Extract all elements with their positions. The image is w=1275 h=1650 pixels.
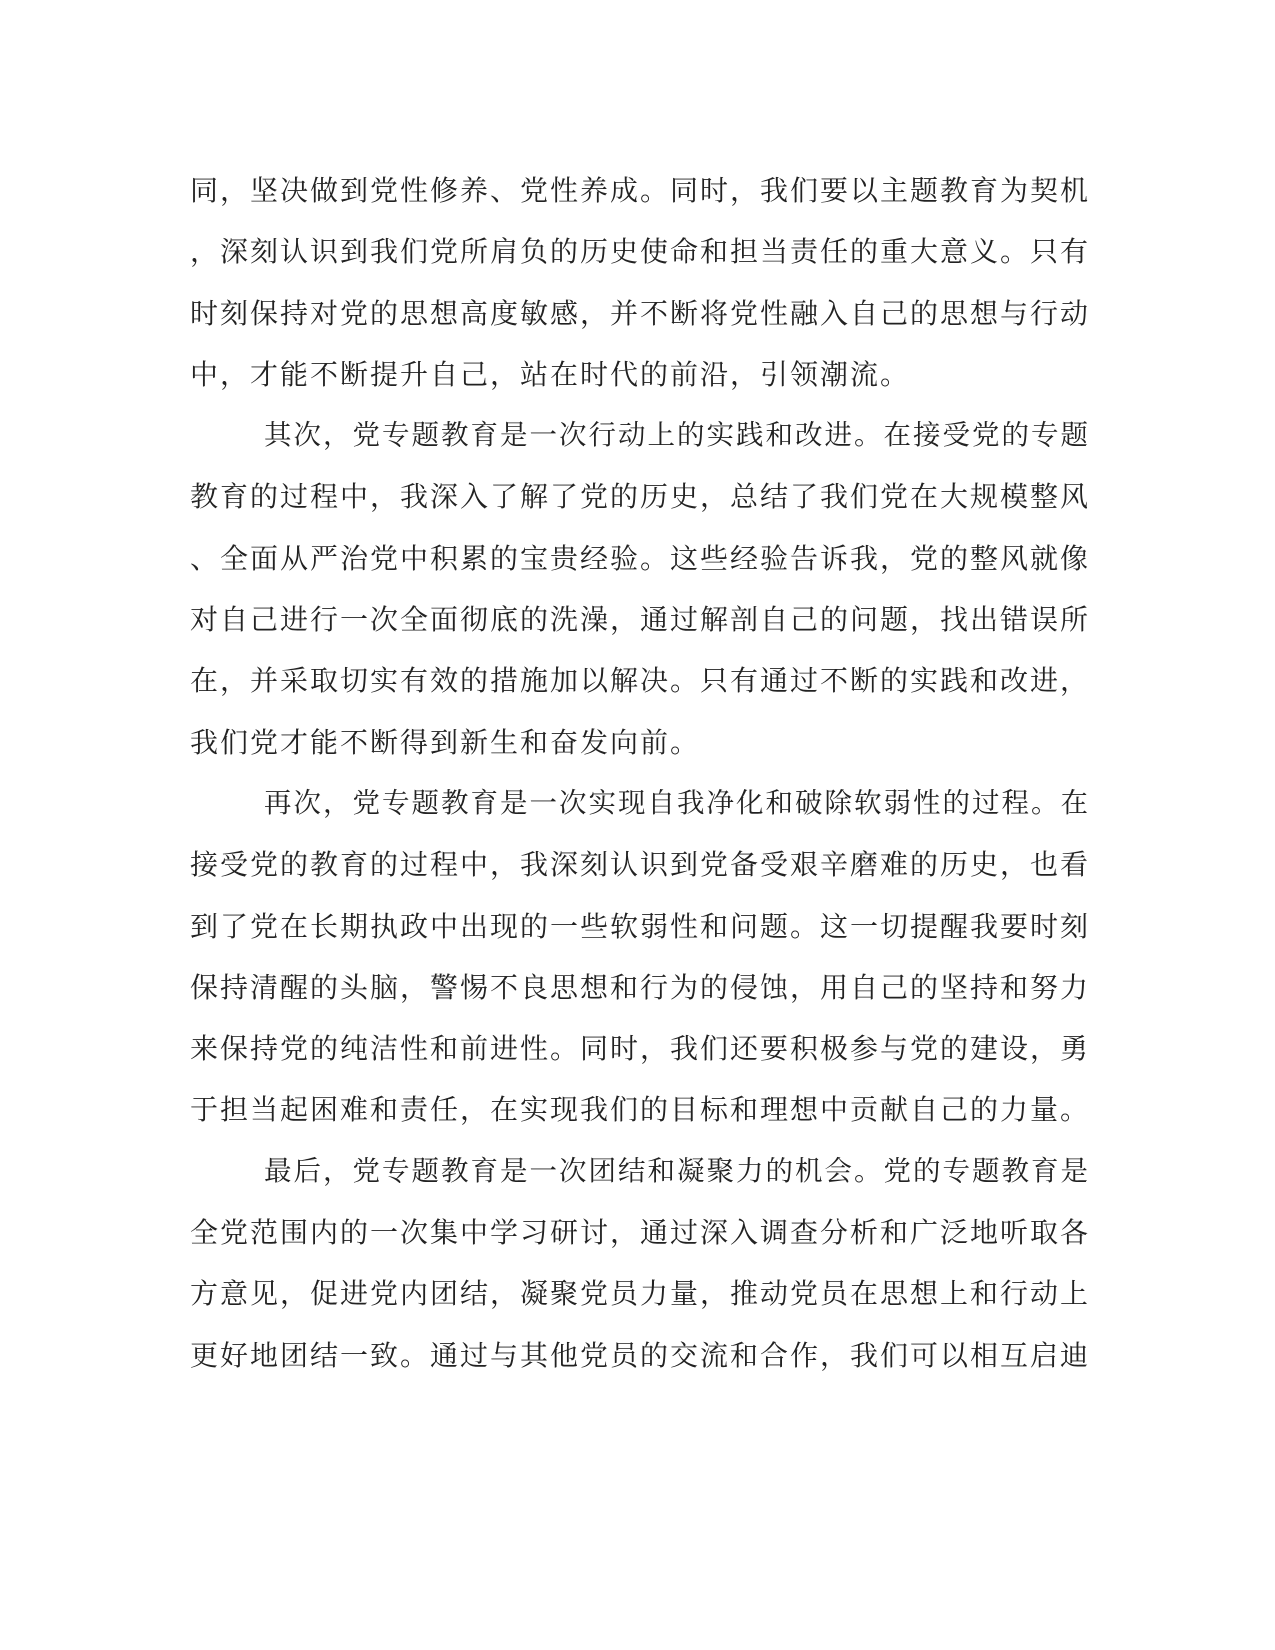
text-line: 来保持党的纯洁性和前进性。同时，我们还要积极参与党的建设，勇 (190, 1032, 1091, 1066)
text-line: 到了党在长期执政中出现的一些软弱性和问题。这一切提醒我要时刻 (190, 909, 1091, 943)
body-text (190, 160, 1090, 1386)
text-line: 于担当起困难和责任，在实现我们的目标和理想中贡献自己的力量。 (190, 1093, 1091, 1127)
text-line: 更好地团结一致。通过与其他党员的交流和合作，我们可以相互启迪 (190, 1338, 1091, 1372)
text-line: 、全面从严治党中积累的宝贵经验。这些经验告诉我，党的整风就像 (190, 541, 1091, 575)
text-line: 中，才能不断提升自己，站在时代的前沿，引领潮流。 (190, 357, 911, 391)
text-line: 教育的过程中，我深入了解了党的历史，总结了我们党在大规模整风 (190, 480, 1091, 514)
text-line: 同，坚决做到党性修养、党性养成。同时，我们要以主题教育为契机 (190, 174, 1091, 207)
paragraph-start-line: 其次，党专题教育是一次行动上的实践和改进。在接受党的专题 (264, 419, 1090, 452)
paragraph-start-line: 再次，党专题教育是一次实现自我净化和破除软弱性的过程。在 (264, 786, 1090, 819)
text-line: 全党范围内的一次集中学习研讨，通过深入调查分析和广泛地听取各 (190, 1216, 1091, 1250)
text-line: 保持清醒的头脑，警惕不良思想和行为的侵蚀，用自己的坚持和努力 (190, 970, 1091, 1004)
text-line: 接受党的教育的过程中，我深刻认识到党备受艰辛磨难的历史，也看 (190, 848, 1091, 882)
text-line: 对自己进行一次全面彻底的洗澡，通过解剖自己的问题，找出错误所 (190, 603, 1091, 637)
text-line: 我们党才能不断得到新生和奋发向前。 (190, 725, 701, 759)
text-line: 在，并采取切实有效的措施加以解决。只有通过不断的实践和改进， (190, 664, 1091, 698)
text-line: ，深刻认识到我们党所肩负的历史使命和担当责任的重大意义。只有 (190, 235, 1091, 269)
text-line: 方意见，促进党内团结，凝聚党员力量，推动党员在思想上和行动上 (190, 1277, 1091, 1311)
paragraph-start-line: 最后，党专题教育是一次团结和凝聚力的机会。党的专题教育是 (264, 1154, 1090, 1187)
text-line: 时刻保持对党的思想高度敏感，并不断将党性融入自己的思想与行动 (190, 296, 1091, 330)
